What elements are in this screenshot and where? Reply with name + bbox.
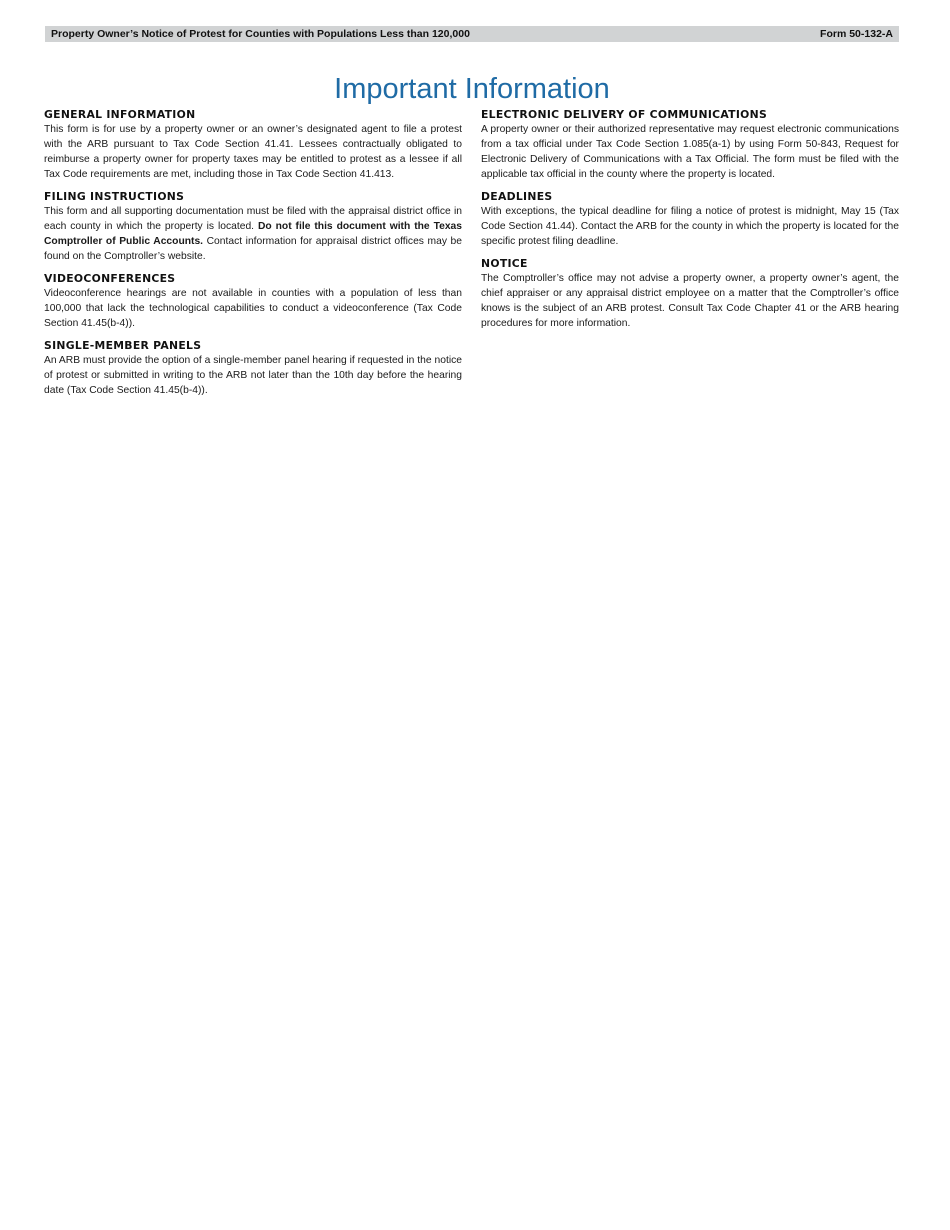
right-column [481, 107, 899, 338]
section-body [44, 204, 462, 264]
section-body: The Comptroller’s office may not advise a property owner, a property owner’s agent, the chief appraiser or any appraisal district employee on a matter that the Comptroller’s office knows is the subject of an ARB protest. Consult Tax Code Chapter 41 or the ARB hearing procedures for more information. [481, 273, 899, 329]
section-body: Videoconference hearings are not available in counties with a population of less than 100,000 that lack the technological capabilities to conduct a videoconference (Tax Code Section 41.45(b-4)). [44, 288, 462, 329]
section-heading: DEADLINES [481, 190, 553, 203]
section-heading: GENERAL INFORMATION [44, 108, 196, 121]
section-heading: VIDEOCONFERENCES [44, 272, 176, 285]
section-heading: ELECTRONIC DELIVERY OF COMMUNICATIONS [481, 108, 768, 121]
form-number: Form 50-132-A [820, 28, 893, 40]
electronic-delivery-section [481, 107, 899, 182]
deadlines-section [481, 189, 899, 249]
section-body: An ARB must provide the option of a single-member panel hearing if requested in the notice of protest or submitted in writing to the ARB not later than the 10th day before the hearing date (Tax Code Section 41.45(b-4)). [44, 355, 462, 396]
notice-section [481, 256, 899, 331]
form-header-bar [45, 26, 899, 42]
filing-text: This form and all supporting documentation must be filed with the appraisal district office in each county in which the property is located. [44, 206, 462, 232]
section-body: A property owner or their authorized representative may request electronic communications from a tax official under Tax Code Section 1.085(a-1) by using Form 50-843, Request for Electronic Delivery of Communications with a Tax Official. The form must be filed with the applicable tax official in the county where the property is located. [481, 124, 899, 180]
left-column [44, 107, 462, 405]
filing-warning: Do not file this document with the Texas Comptroller of Public Accounts. [44, 221, 462, 247]
form-title: Property Owner’s Notice of Protest for Counties with Populations Less than 120,000 [51, 28, 470, 40]
section-body: With exceptions, the typical deadline for filing a notice of protest is midnight, May 15 (Tax Code Section 41.44). Contact the ARB for the county in which the property is located for the specific protest filing deadline. [481, 206, 899, 247]
general-information-section [44, 107, 462, 182]
page-title: Important Information [334, 73, 610, 106]
single-member-panels-section [44, 338, 462, 398]
filing-instructions-section [44, 189, 462, 264]
section-heading: FILING INSTRUCTIONS [44, 190, 185, 203]
section-heading: NOTICE [481, 257, 528, 270]
videoconferences-section [44, 271, 462, 331]
section-heading: SINGLE-MEMBER PANELS [44, 339, 202, 352]
section-body: This form is for use by a property owner or an owner’s designated agent to file a protest with the ARB pursuant to Tax Code Section 41.41. Lessees contractually obligated to reimburse a property owner for property taxes may be entitled to protest as a lessee if all Tax Code requirements are met, including those in Tax Code Section 41.413. [44, 124, 462, 180]
filing-text-contact: Contact information for appraisal district offices may be found on the Comptroller’s website. [44, 236, 462, 262]
